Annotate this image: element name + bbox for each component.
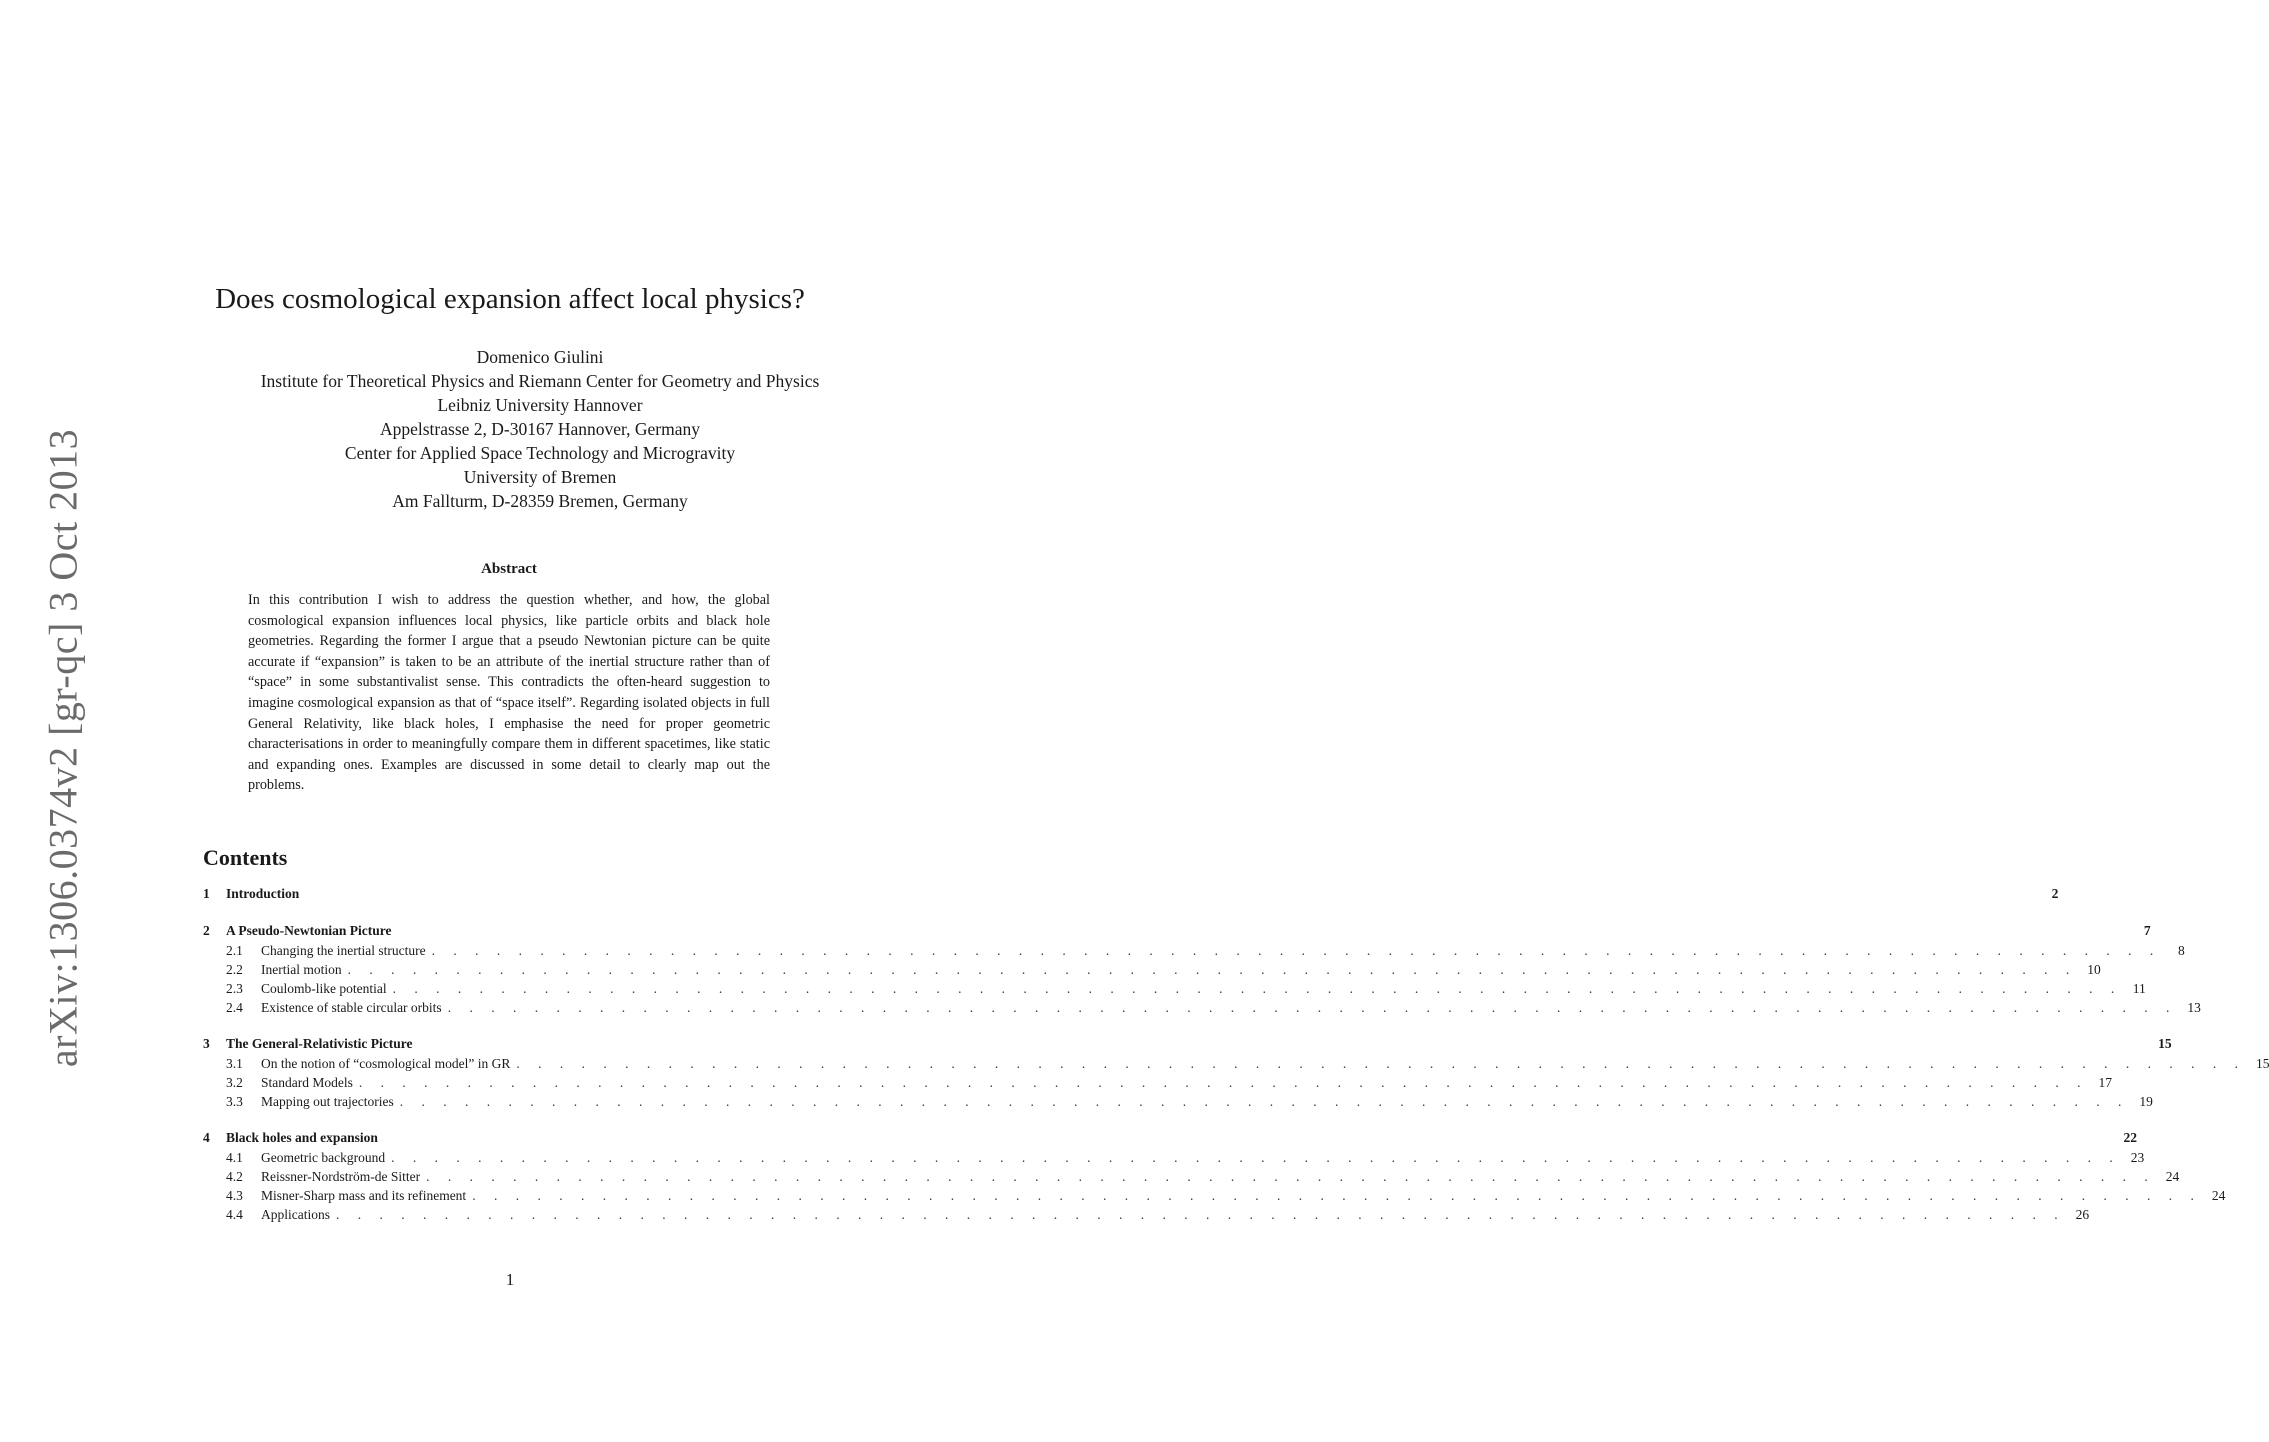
toc-entry-title: A Pseudo-Newtonian Picture [226,923,392,938]
toc-entry-title: Black holes and expansion [226,1130,378,1145]
affiliation-line: University of Bremen [463,467,617,487]
toc-entry-title: Inertial motion [261,962,342,977]
toc-entry-section-3[interactable] [203,1036,2172,1056]
toc-entry-page: 19 [2139,1094,2153,1109]
toc-entry-number: 4.3 [226,1188,243,1203]
toc-entry-number: 4.2 [226,1169,243,1184]
toc-entry-subsection-4.1[interactable] [203,1150,2145,1169]
table-of-contents [203,886,2269,1243]
toc-entry-page: 2 [2051,886,2059,901]
toc-dot-leader: . . . . . . . . . . . . . . . . . . . . . . . . . . . . . . . . . . . . . . . . . . . . . . . . . . . . . . . . . . . . . . . . . . . . . . . . . . . . . . . . [399,1094,2129,1109]
author-name: Domenico Giulini [476,347,604,367]
toc-dot-leader: . . . . . . . . . . . . . . . . . . . . . . . . . . . . . . . . . . . . . . . . . . . . . . . . . . . . . . . . . . . . . . . . . . . . . . . . . . . . . . . . [336,1207,2066,1222]
toc-entry-number: 4.1 [226,1150,243,1165]
abstract-heading: Abstract [481,561,537,577]
toc-entry-subsection-2.1[interactable] [203,943,2185,962]
toc-entry-number: 3.3 [226,1094,243,1109]
toc-entry-page: 10 [2087,962,2101,977]
toc-section [203,1130,2226,1226]
abstract-section [248,561,770,796]
toc-dot-leader: . . . . . . . . . . . . . . . . . . . . . . . . . . . . . . . . . . . . . . . . . . . . . . . . . . . . . . . . . . . . . . . . . . . . . . . . . . . . . . . . [347,962,2077,977]
abstract-body: In this contribution I wish to address the question whether, and how, the global cosmological expansion influences local physics, like particle orbits and black hole geometries. Regarding the former I argue that a pseudo Newtonian picture can be quite accurate if “expansion” is taken to be an attribute of the inertial structure rather than of “space” in some substantivalist sense. This contradicts the often-heard suggestion to imagine cosmological expansion as that of “space itself”. Regarding isolated objects in full General Relativity, like black holes, I emphasise the need for proper geometric characterisations in order to meaningfully compare them in different spacetimes, like static and expanding ones. Examples are discussed in some detail to clearly map out the problems. [248,592,770,794]
affiliation-line: Center for Applied Space Technology and Microgravity [344,443,736,463]
toc-entry-subsection-4.4[interactable] [203,1207,2090,1226]
toc-entry-subsection-2.4[interactable] [203,1000,2201,1019]
toc-entry-subsection-3.1[interactable] [203,1056,2269,1075]
toc-entry-title: Applications [261,1207,330,1222]
toc-entry-page: 26 [2075,1207,2090,1222]
toc-entry-number: 2.2 [226,962,243,977]
toc-entry-number: 2.3 [226,981,243,996]
toc-section [203,923,2201,1019]
toc-entry-section-1[interactable] [203,886,2059,906]
toc-entry-page: 8 [2177,943,2185,958]
toc-entry-number: 3.1 [226,1056,243,1071]
contents-heading: Contents [203,845,288,870]
toc-entry-title: Coulomb-like potential [261,981,387,996]
affiliation-line: Institute for Theoretical Physics and Riemann Center for Geometry and Physics [260,371,820,391]
toc-entry-title: Standard Models [261,1075,353,1090]
toc-entry-subsection-3.2[interactable] [203,1075,2112,1094]
toc-entry-page: 15 [2158,1036,2172,1051]
page-number: 1 [505,1270,515,1289]
arxiv-identifier-stamp: arXiv:1306.0374v2 [gr-qc] 3 Oct 2013 [40,428,86,1068]
toc-dot-leader: . . . . . . . . . . . . . . . . . . . . . . . . . . . . . . . . . . . . . . . . . . . . . . . . . . . . . . . . . . . . . . . . . . . . . . . . . . . . . . . . [431,943,2161,958]
title-block [0,283,1020,316]
toc-dot-leader: . . . . . . . . . . . . . . . . . . . . . . . . . . . . . . . . . . . . . . . . . . . . . . . . . . . . . . . . . . . . . . . . . . . . . . . . . . . . . . . . [472,1188,2202,1203]
affiliation-line: Am Fallturm, D-28359 Bremen, Germany [392,491,688,511]
toc-entry-number: 1 [203,886,210,901]
toc-entry-number: 3 [203,1036,210,1051]
toc-entry-title: Geometric background [261,1150,386,1165]
author-affiliations [0,345,1080,513]
toc-dot-leader: . . . . . . . . . . . . . . . . . . . . . . . . . . . . . . . . . . . . . . . . . . . . . . . . . . . . . . . . . . . . . . . . . . . . . . . . . . . . . . . . [358,1075,2088,1090]
toc-entry-number: 4 [203,1130,210,1145]
toc-entry-title: Changing the inertial structure [261,943,426,958]
toc-entry-title: Reissner-Nordström-de Sitter [261,1169,421,1184]
toc-entry-number: 2 [203,923,210,938]
toc-entry-number: 2.4 [226,1000,243,1015]
toc-entry-title: The General-Relativistic Picture [226,1036,413,1051]
toc-entry-page: 17 [2098,1075,2112,1090]
toc-dot-leader: . . . . . . . . . . . . . . . . . . . . . . . . . . . . . . . . . . . . . . . . . . . . . . . . . . . . . . . . . . . . . . . . . . . . . . . . . . . . . . . . [391,1150,2121,1165]
toc-entry-number: 2.1 [226,943,243,958]
toc-entry-page: 24 [2211,1188,2226,1203]
toc-dot-leader: . . . . . . . . . . . . . . . . . . . . . . . . . . . . . . . . . . . . . . . . . . . . . . . . . . . . . . . . . . . . . . . . . . . . . . . . . . . . . . . . [447,1000,2177,1015]
toc-dot-leader: . . . . . . . . . . . . . . . . . . . . . . . . . . . . . . . . . . . . . . . . . . . . . . . . . . . . . . . . . . . . . . . . . . . . . . . . . . . . . . . . [392,981,2122,996]
toc-entry-page: 13 [2187,1000,2201,1015]
toc-entry-page: 11 [2132,981,2146,996]
toc-dot-leader: . . . . . . . . . . . . . . . . . . . . . . . . . . . . . . . . . . . . . . . . . . . . . . . . . . . . . . . . . . . . . . . . . . . . . . . . . . . . . . . . [516,1056,2246,1071]
toc-section [203,886,2059,906]
toc-entry-subsection-4.3[interactable] [203,1188,2226,1207]
affiliation-line: Leibniz University Hannover [437,395,643,415]
toc-entry-subsection-3.3[interactable] [203,1094,2153,1113]
toc-entry-subsection-4.2[interactable] [203,1169,2180,1188]
toc-entry-number: 4.4 [226,1207,243,1222]
toc-section [203,1036,2269,1113]
toc-entry-page: 22 [2123,1130,2138,1145]
toc-entry-page: 24 [2165,1169,2180,1184]
paper-title: Does cosmological expansion affect local physics? [215,283,805,315]
toc-entry-section-2[interactable] [203,923,2151,943]
toc-entry-section-4[interactable] [203,1130,2138,1150]
toc-entry-page: 15 [2255,1056,2269,1071]
toc-entry-subsection-2.3[interactable] [203,981,2146,1000]
toc-entry-page: 23 [2130,1150,2145,1165]
toc-entry-page: 7 [2143,923,2151,938]
toc-entry-title: Misner-Sharp mass and its refinement [261,1188,467,1203]
toc-entry-subsection-2.2[interactable] [203,962,2101,981]
affiliation-line: Appelstrasse 2, D-30167 Hannover, Germany [379,419,701,439]
toc-entry-title: Introduction [226,886,300,901]
toc-entry-title: Existence of stable circular orbits [261,1000,442,1015]
toc-entry-number: 3.2 [226,1075,243,1090]
toc-entry-title: Mapping out trajectories [261,1094,394,1109]
toc-entry-title: On the notion of “cosmological model” in GR [261,1056,511,1071]
toc-dot-leader: . . . . . . . . . . . . . . . . . . . . . . . . . . . . . . . . . . . . . . . . . . . . . . . . . . . . . . . . . . . . . . . . . . . . . . . . . . . . . . . . [426,1169,2156,1184]
